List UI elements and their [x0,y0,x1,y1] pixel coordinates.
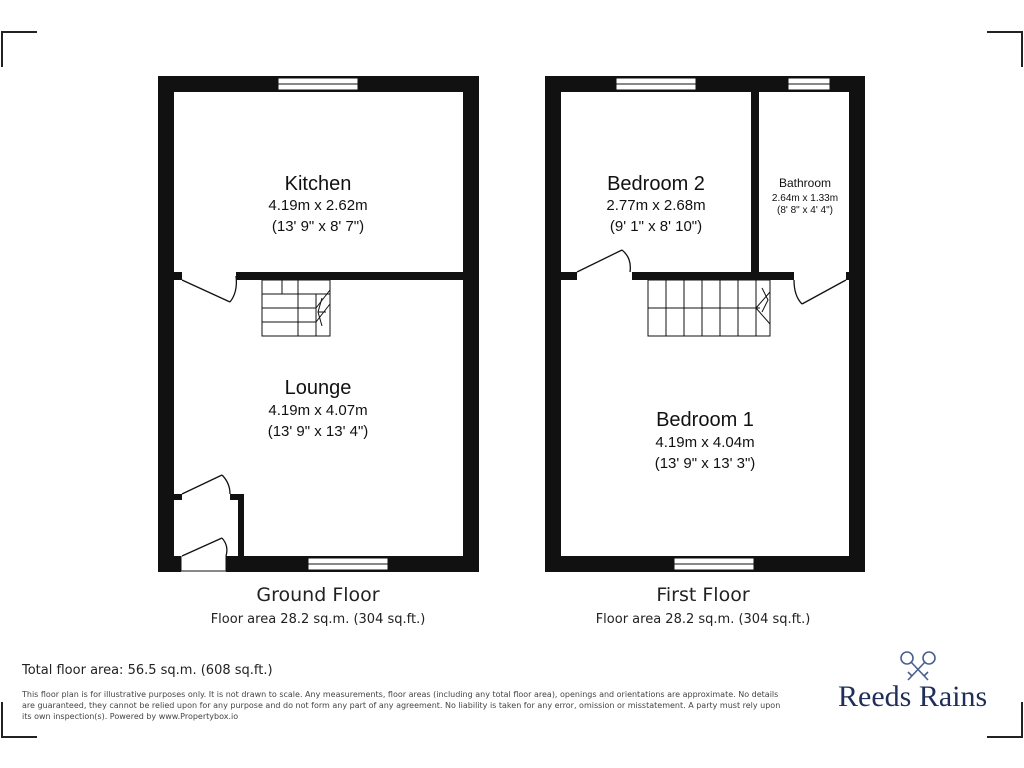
brand-logo-text: Reeds Rains [838,680,988,713]
floor-area: Floor area 28.2 sq.m. (304 sq.ft.) [595,612,811,627]
total-floor-area: Total floor area: 56.5 sq.m. (608 sq.ft.) [22,663,273,678]
room-dimensions-metric: 4.19m x 2.62m [268,197,368,214]
room-name-lounge: Lounge [284,377,352,399]
floor-area: Floor area 28.2 sq.m. (304 sq.ft.) [210,612,426,627]
room-dimensions-metric: 2.77m x 2.68m [606,197,706,214]
room-dimensions-imperial: (13' 9" x 13' 4") [267,423,369,440]
window [788,78,830,90]
door-swing [794,280,846,304]
door-swing [577,250,630,272]
room-name-kitchen: Kitchen [284,173,352,195]
room-name-bedroom-2: Bedroom 2 [607,173,705,195]
crop-marks [2,32,1022,737]
window [674,558,754,570]
door-swing [182,276,236,302]
room-dimensions-imperial: (8' 8" x 4' 4") [777,205,833,216]
staircase [262,280,330,336]
window [616,78,696,90]
room-dimensions-imperial: (9' 1" x 8' 10") [609,218,703,235]
disclaimer-text: This floor plan is for illustrative purposes only. It is not drawn to scale. Any measurements, floor areas (including any total floor area), openings and orientations are approximate. No details are guaranteed, they cannot be relied upon for any purpose and do not form any part of any agreement. No liability is taken for any error, omission or misstatement. A party must rely upon its own inspection(s). Powered by www.Propertybox.io [22,690,781,721]
room-name-bedroom-1: Bedroom 1 [656,409,754,431]
room-dimensions-metric: 4.19m x 4.07m [268,402,368,419]
staircase [648,280,770,336]
ground-floor-plan [158,76,479,627]
floor-title: First Floor [656,584,750,606]
window [278,78,358,90]
door-swing [182,475,230,556]
window [308,558,388,570]
floor-title: Ground Floor [256,584,380,606]
room-dimensions-imperial: (13' 9" x 13' 3") [654,455,756,472]
room-dimensions-metric: 2.64m x 1.33m [771,193,839,204]
crossed-keys-icon [898,650,938,684]
room-dimensions-imperial: (13' 9" x 8' 7") [271,218,365,235]
first-floor-plan [545,76,865,627]
room-name-bathroom: Bathroom [778,176,832,190]
room-dimensions-metric: 4.19m x 4.04m [655,434,755,451]
